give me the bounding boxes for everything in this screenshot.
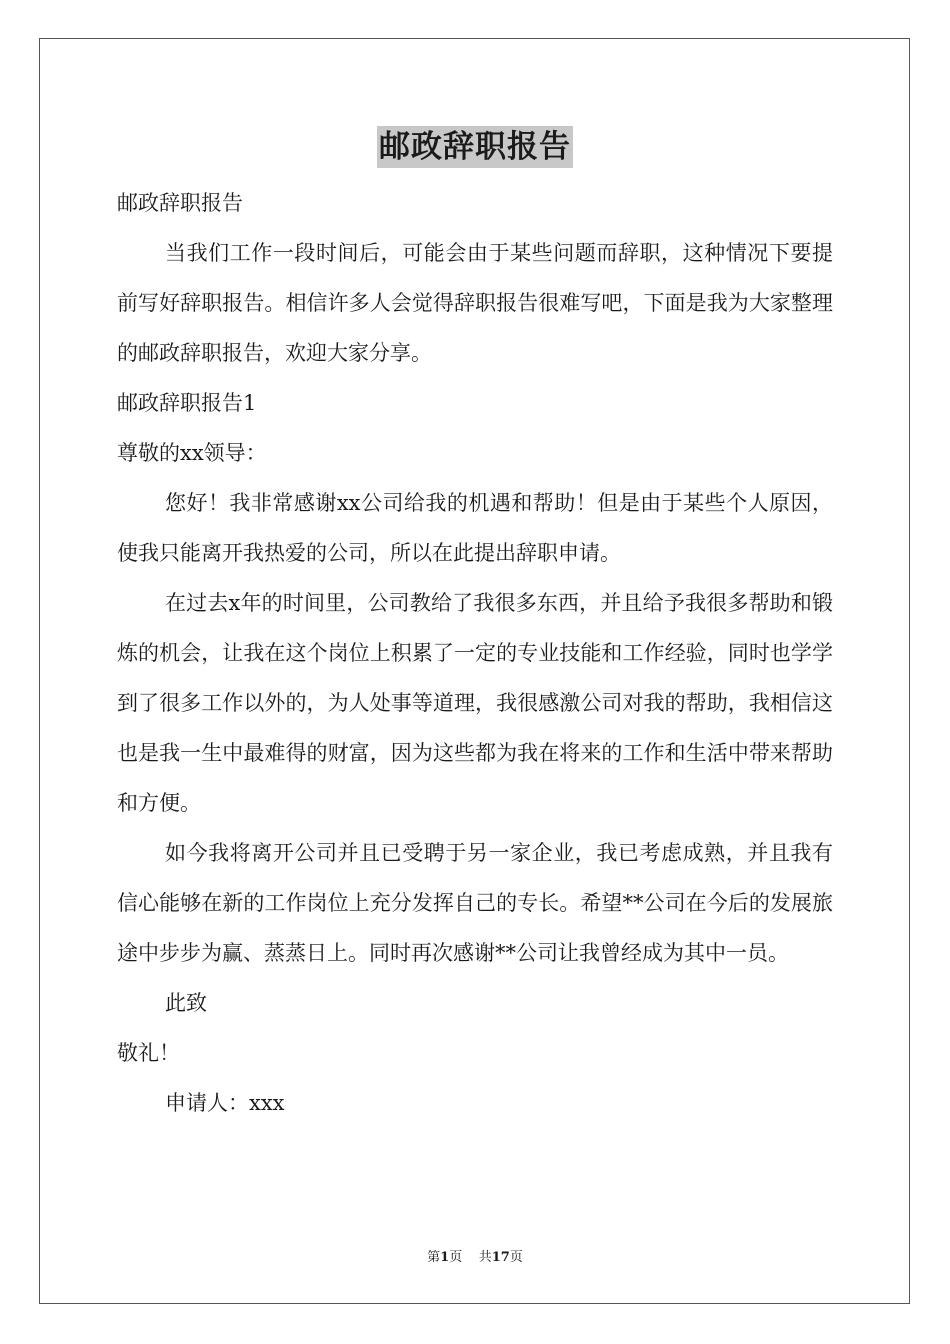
total-pages: 17 [491,1250,510,1265]
document-body [117,178,833,1128]
body-paragraph: 在过去x年的时间里，公司教给了我很多东西，并且给予我很多帮助和锻炼的机会，让我在这个岗位上积累了一定的专业技能和工作经验，同时也学学到了很多工作以外的，为人处事等道理，我很感激公司对我的帮助，我相信这也是我一生中最难得的财富，因为这些都为我在将来的工作和生活中带来帮助和方便。 [117,591,833,815]
applicant-signature: 申请人：xxx [165,1091,285,1115]
closing-regards: 敬礼！ [117,1041,180,1065]
total-prefix: 共 [478,1250,492,1265]
closing-line: 此致 [165,991,207,1015]
title-container [0,126,950,168]
body-paragraph: 您好！我非常感谢xx公司给我的机遇和帮助！但是由于某些个人原因，使我只能离开我热爱的公司，所以在此提出辞职申请。 [117,491,833,565]
page-prefix: 第 [427,1250,441,1265]
page-footer [0,1246,950,1265]
intro-paragraph: 当我们工作一段时间后，可能会由于某些问题而辞职，这种情况下要提前写好辞职报告。相信许多人会觉得辞职报告很难写吧，下面是我为大家整理的邮政辞职报告，欢迎大家分享。 [117,241,833,365]
document-title: 邮政辞职报告 [377,126,573,168]
section-heading: 邮政辞职报告1 [117,391,257,415]
total-suffix: 页 [509,1250,523,1265]
body-paragraph: 如今我将离开公司并且已受聘于另一家企业，我已考虑成熟，并且我有信心能够在新的工作岗位上充分发挥自己的专长。希望**公司在今后的发展旅途中步步为赢、蒸蒸日上。同时再次感谢**公司让我曾经成为其中一员。 [117,841,833,965]
page-number: 1 [440,1250,450,1265]
salutation: 尊敬的xx领导： [117,441,267,465]
page-suffix: 页 [449,1250,463,1265]
document-subtitle: 邮政辞职报告 [117,191,243,215]
